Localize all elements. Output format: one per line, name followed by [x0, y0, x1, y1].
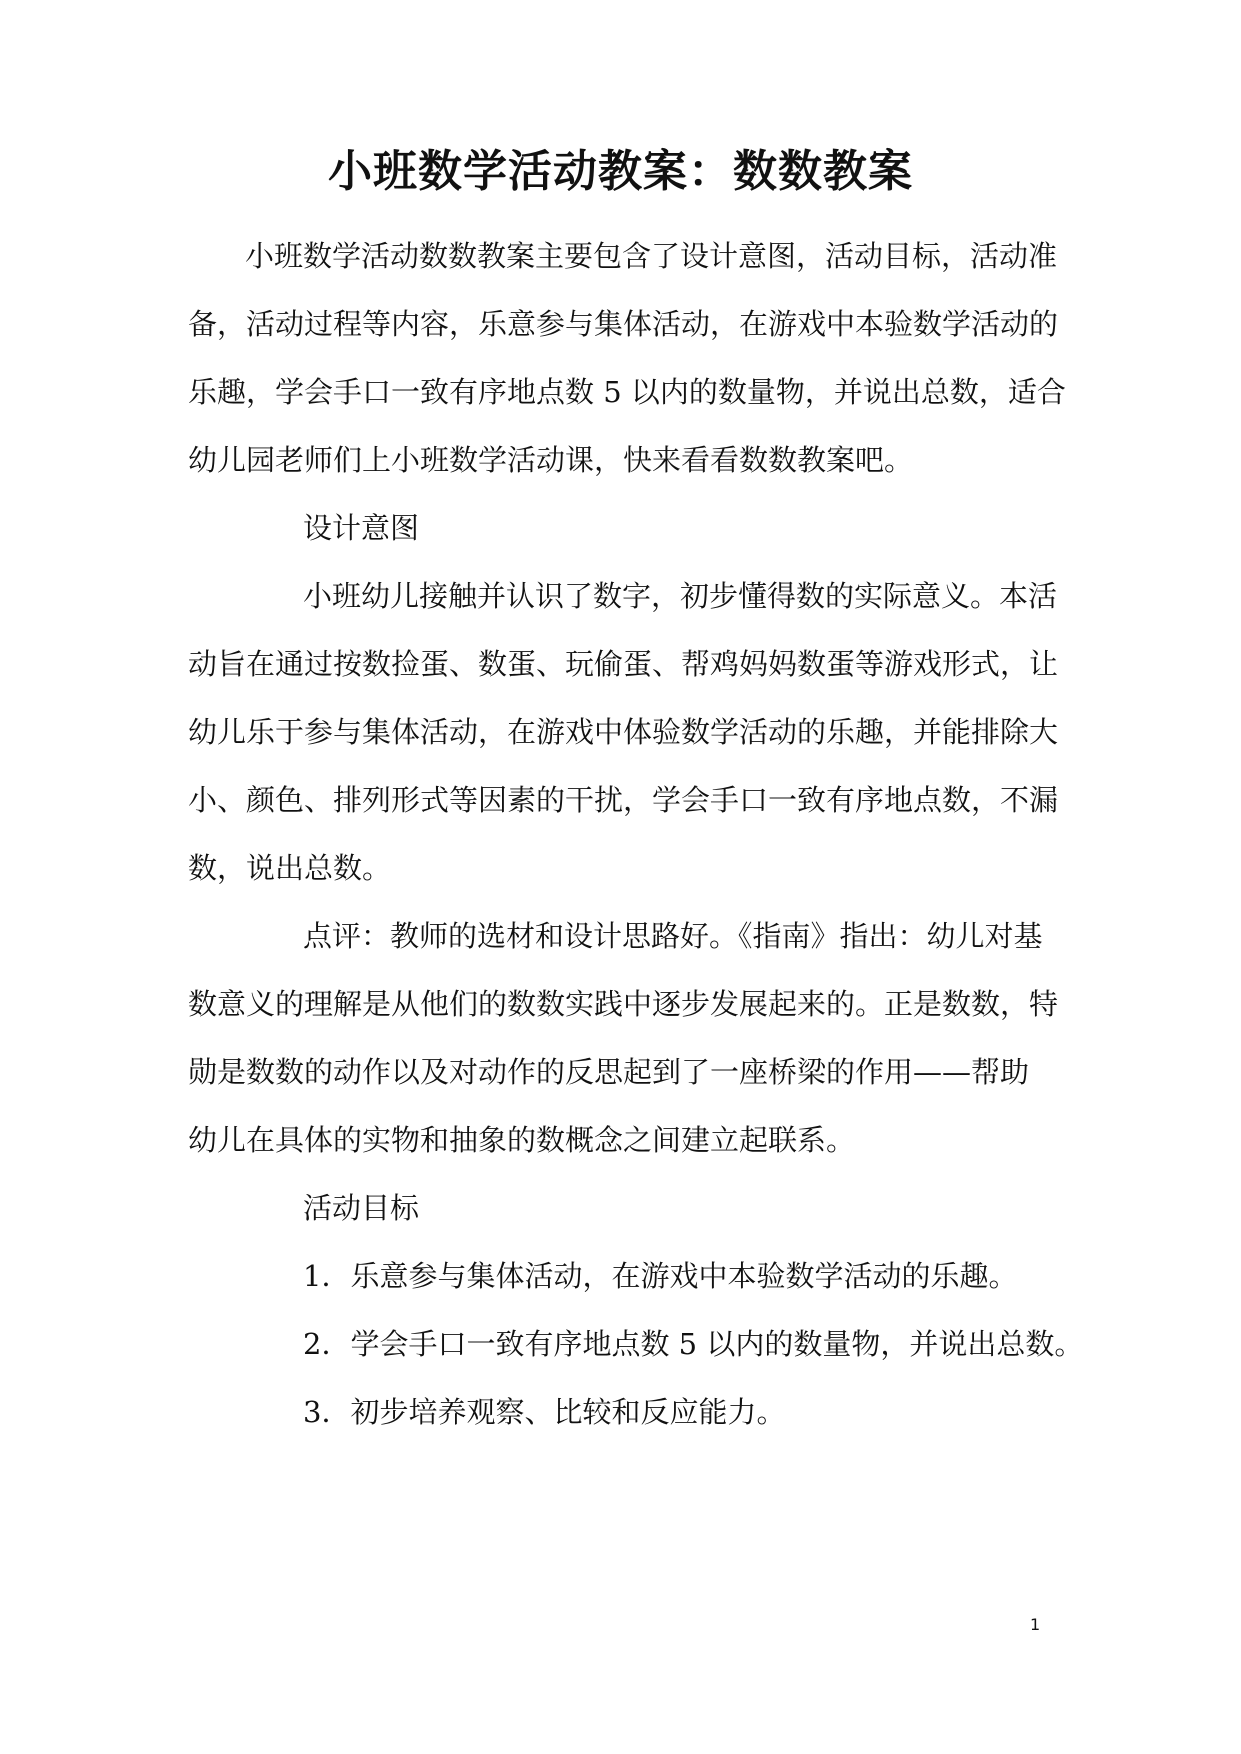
comment-line-1: 点评：教师的选材和设计思路好。《指南》指出：幼儿对基	[303, 919, 1043, 953]
section-heading-design-intent: 设计意图	[303, 511, 420, 545]
goal-item-1: 1．乐意参与集体活动，在游戏中本验数学活动的乐趣。	[303, 1259, 1018, 1293]
section-heading-goals: 活动目标	[303, 1191, 420, 1225]
page-number: 1	[1030, 1615, 1041, 1634]
design-line-4: 小、颜色、排列形式等因素的干扰，学会手口一致有序地点数，不漏	[188, 783, 1059, 817]
design-line-5: 数，说出总数。	[188, 851, 392, 885]
comment-line-4: 幼儿在具体的实物和抽象的数概念之间建立起联系。	[188, 1123, 856, 1157]
goal-item-3: 3．初步培养观察、比较和反应能力。	[303, 1395, 786, 1429]
intro-line-1: 小班数学活动数数教案主要包含了设计意图，活动目标，活动准	[245, 239, 1058, 273]
goal-item-2: 2．学会手口一致有序地点数 5 以内的数量物，并说出总数。	[303, 1327, 1084, 1361]
comment-line-3: 勋是数数的动作以及对动作的反思起到了一座桥梁的作用——帮助	[188, 1055, 1030, 1089]
intro-line-2: 备，活动过程等内容，乐意参与集体活动，在游戏中本验数学活动的	[188, 307, 1059, 341]
comment-line-2: 数意义的理解是从他们的数数实践中逐步发展起来的。正是数数，特	[188, 987, 1059, 1021]
design-line-1: 小班幼儿接触并认识了数字，初步懂得数的实际意义。本活	[303, 579, 1058, 613]
intro-line-4: 幼儿园老师们上小班数学活动课，快来看看数数教案吧。	[188, 443, 914, 477]
document-title: 小班数学活动教案：数数教案	[328, 146, 913, 197]
design-line-3: 幼儿乐于参与集体活动，在游戏中体验数学活动的乐趣，并能排除大	[188, 715, 1059, 749]
design-line-2: 动旨在通过按数捡蛋、数蛋、玩偷蛋、帮鸡妈妈数蛋等游戏形式，让	[188, 647, 1059, 681]
intro-line-3: 乐趣，学会手口一致有序地点数 5 以内的数量物，并说出总数，适合	[188, 375, 1066, 409]
